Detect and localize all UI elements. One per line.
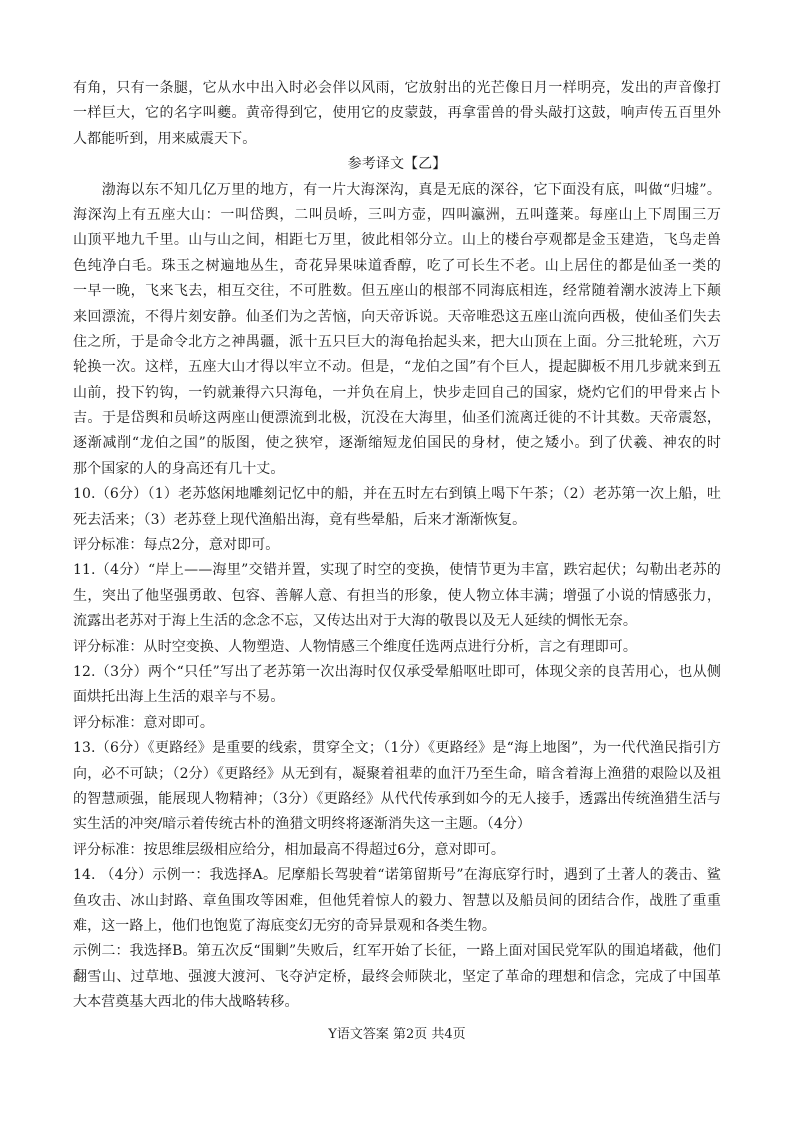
scoring-line: 评分标准：从时空变换、人物塑造、人物情感三个维度任选两点进行分析，言之有理即可。 (73, 638, 637, 655)
scoring-line: 评分标准：意对即可。 (73, 714, 214, 731)
answer-line: 13.（6分）《更路经》是重要的线索，贯穿全文；（1分）《更路经》是“海上地图”，为一代代渔民指引方 (73, 740, 721, 757)
answer-document (73, 76, 721, 1015)
answer-line: 流露出老苏对于海上生活的念念不忘，又传达出对于大海的敬畏以及无人延续的惆怅无奈。 (73, 613, 637, 630)
answer-line: 向，必不可缺；（2分）《更路经》从无到有，凝聚着祖辈的血汗乃至生命，暗含着海上渔猎的艰险以及祖 (73, 765, 721, 782)
text-line: 吉。于是岱舆和员峤这两座山便漂流到北极，沉没在大海里，仙圣们流离迁徙的不计其数。天帝震怒， (73, 410, 721, 427)
text-line: 山顶平地九千里。山与山之间，相距七万里，彼此相邻分立。山上的楼台亭观都是金玉建造，飞鸟走兽 (73, 232, 721, 249)
answer-line: 鱼攻击、冰山封路、章鱼围攻等困难，但他凭着惊人的毅力、智慧以及船员间的团结合作，战胜了重重 (73, 892, 721, 909)
text-line: 住之所，于是命令北方之神禺疆，派十五只巨大的海龟抬起头来，把大山顶在上面。分三批轮班，六万 (73, 333, 721, 350)
text-line: 渤海以东不知几亿万里的地方，有一片大海深沟，真是无底的深谷，它下面没有底，叫做“归墟”。 (101, 181, 721, 198)
scoring-line: 评分标准：按思维层级相应给分，相加最高不得超过6分，意对即可。 (73, 841, 506, 858)
answer-line: 14. （4分）示例一：我选择A。尼摩船长驾驶着“诺第留斯号”在海底穿行时，遇到了土著人的袭击、鲨 (73, 867, 721, 884)
scoring-line: 评分标准：每点2分，意对即可。 (73, 537, 280, 554)
answer-line: 难，这一路上，他们也饱览了海底变幻无穷的奇异景观和各类生物。 (73, 917, 496, 934)
page-footer: Y语文答案 第2页 共4页 (328, 1027, 466, 1042)
text-line: 人都能听到，用来威震天下。 (73, 130, 257, 147)
text-line: 一早一晚，飞来飞去，相互交往，不可胜数。但五座山的根部不同海底相连，经常随着潮水波涛上下颠 (73, 283, 721, 300)
text-line: 有角，只有一条腿，它从水中出入时必会伴以风雨，它放射出的光芒像日月一样明亮，发出的声音像打 (73, 80, 721, 96)
answer-line: 面烘托出海上生活的艰辛与不易。 (73, 689, 285, 706)
answer-line: 11.（4分）“岸上——海里”交错并置，实现了时空的变换，使情节更为丰富，跌宕起伏；勾勒出老苏的 (73, 562, 721, 579)
answer-line: 大本营奠基大西北的伟大战略转移。 (73, 994, 299, 1011)
text-line: 色纯净白毛。珠玉之树遍地丛生，奇花异果味道香醇，吃了可长生不老。山上居住的都是仙圣一类的 (73, 257, 721, 274)
text-line: 那个国家的人的身高还有几十丈。 (73, 460, 285, 477)
text-line: 海深沟上有五座大山：一叫岱舆，二叫员峤，三叫方壶，四叫瀛洲，五叫蓬莱。每座山上下周围三万 (73, 206, 721, 223)
answer-line: 生，突出了他坚强勇敢、包容、善解人意、有担当的形象，使人物立体丰满；增强了小说的情感张力， (73, 587, 721, 604)
answer-line: 死去活来；（3）老苏登上现代渔船出海，竟有些晕船，后来才渐渐恢复。 (73, 511, 527, 528)
text-line: 逐渐减削“龙伯之国”的版图，使之狭窄，逐渐缩短龙伯国民的身材，使之矮小。到了伏羲、神农的时 (73, 435, 721, 452)
text-line: 轮换一次。这样，五座大山才得以牢立不动。但是，“龙伯之国”有个巨人，提起脚板不用几步就来到五 (73, 359, 721, 376)
answer-line: 翻雪山、过草地、强渡大渡河、飞夺泸定桥，最终会师陕北，坚定了革命的理想和信念，完成了中国革 (73, 968, 721, 985)
text-line: 一样巨大，它的名字叫夔。黄帝得到它，使用它的皮蒙鼓，再拿雷兽的骨头敲打这鼓，响声传五百里外 (73, 105, 721, 122)
answer-line: 12.（3分）两个“只任”写出了老苏第一次出海时仅仅承受晕船呕吐即可，体现父亲的良苦用心，也从侧 (73, 663, 721, 680)
text-line: 山前，投下钓钩，一钓就兼得六只海龟，一并负在肩上，快步走回自己的国家，烧灼它们的甲骨来占卜 (73, 384, 721, 401)
answer-line: 示例二：我选择B。第五次反“围剿”失败后，红军开始了长征，一路上面对国民党军队的围追堵截，他们 (73, 943, 721, 960)
answer-line: 实生活的冲突/暗示着传统古朴的渔猎文明终将逐渐消失这一主题。（4分） (73, 816, 532, 833)
answer-line: 10.（6分）（1）老苏悠闲地雕刻记忆中的船，并在五时左右到镇上喝下午茶；（2）老苏第一次上船，吐 (73, 486, 721, 503)
section-heading: 参考译文【乙】 (347, 156, 447, 173)
text-line: 来回漂流，不得片刻安静。仙圣们为之苦恼，向天帝诉说。天帝唯恐这五座山流向西极，使仙圣们失去 (73, 308, 721, 325)
answer-line: 的智慧顽强，能展现人物精神；（3分）《更路经》从代代传承到如今的无人接手，透露出传统渔猎生活与 (73, 790, 721, 807)
